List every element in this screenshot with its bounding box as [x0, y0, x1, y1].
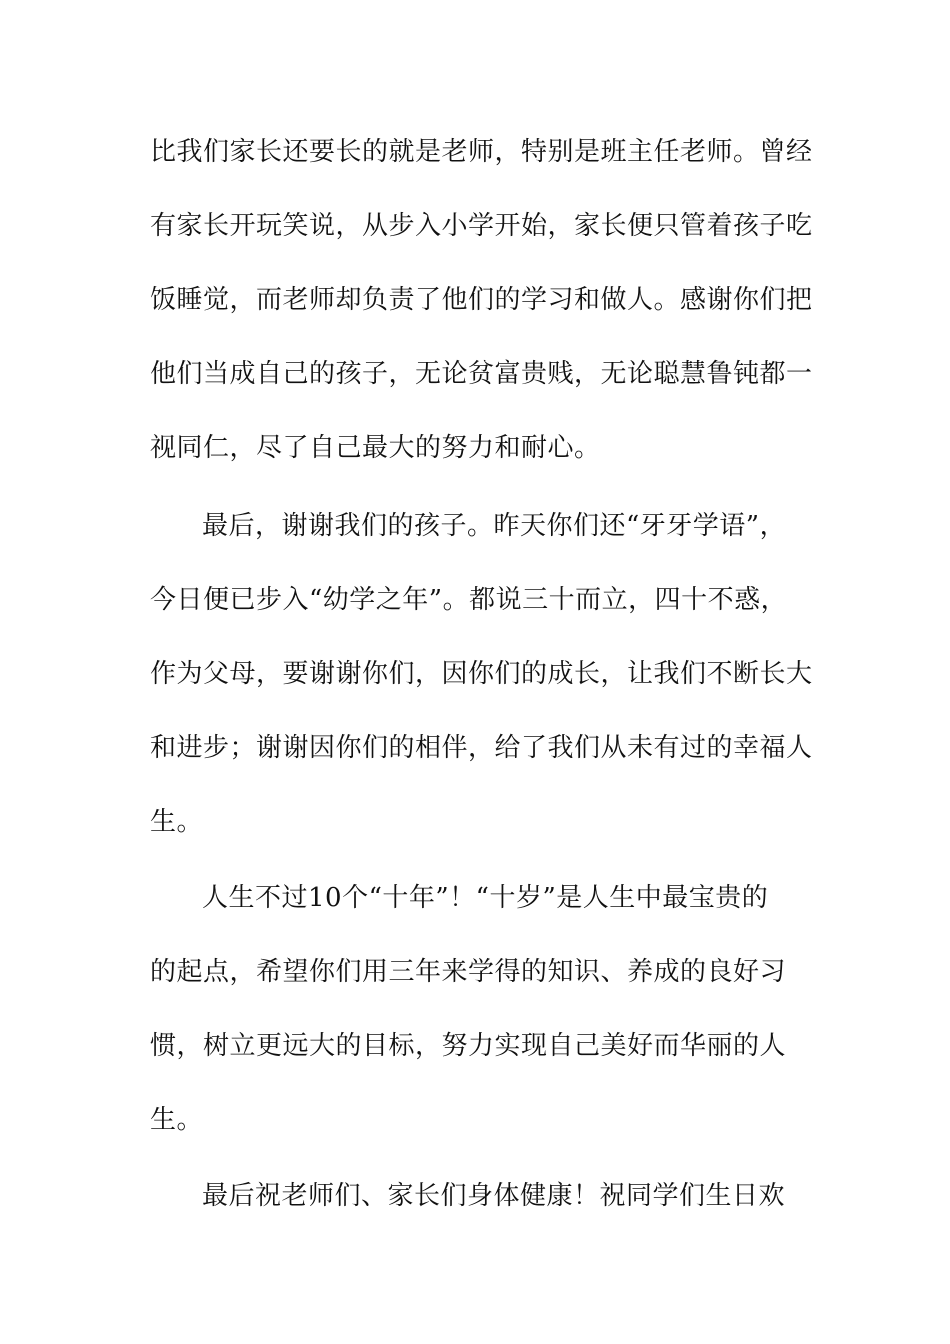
- text-line: 最后，谢谢我们的孩子。昨天你们还“牙牙学语”，: [202, 511, 787, 541]
- text-line: 饭睡觉，而老师却负责了他们的学习和做人。感谢你们把: [150, 285, 813, 315]
- text-line: 生。: [150, 807, 204, 837]
- text-line: 和进步；谢谢因你们的相伴，给了我们从未有过的幸福人: [150, 733, 813, 763]
- text-line: 他们当成自己的孩子，无论贫富贵贱，无论聪慧鲁钝都一: [150, 359, 813, 389]
- text-line: 的起点，希望你们用三年来学得的知识、养成的良好习: [150, 957, 787, 987]
- text-line: 比我们家长还要长的就是老师，特别是班主任老师。曾经: [150, 137, 813, 167]
- text-line: 生。: [150, 1105, 204, 1135]
- text-line: 有家长开玩笑说，从步入小学开始，家长便只管着孩子吃: [150, 211, 813, 241]
- text-line: 视同仁，尽了自己最大的努力和耐心。: [150, 433, 601, 463]
- text-line: 最后祝老师们、家长们身体健康！祝同学们生日欢: [202, 1181, 786, 1211]
- text-line: 惯，树立更远大的目标，努力实现自己美好而华丽的人: [150, 1031, 787, 1061]
- text-line: 作为父母，要谢谢你们，因你们的成长，让我们不断长大: [150, 659, 813, 689]
- text-line: 今日便已步入“幼学之年”。都说三十而立，四十不惑，: [150, 585, 788, 615]
- text-line: 人生不过10个“十年”！“十岁”是人生中最宝贵的: [202, 883, 769, 913]
